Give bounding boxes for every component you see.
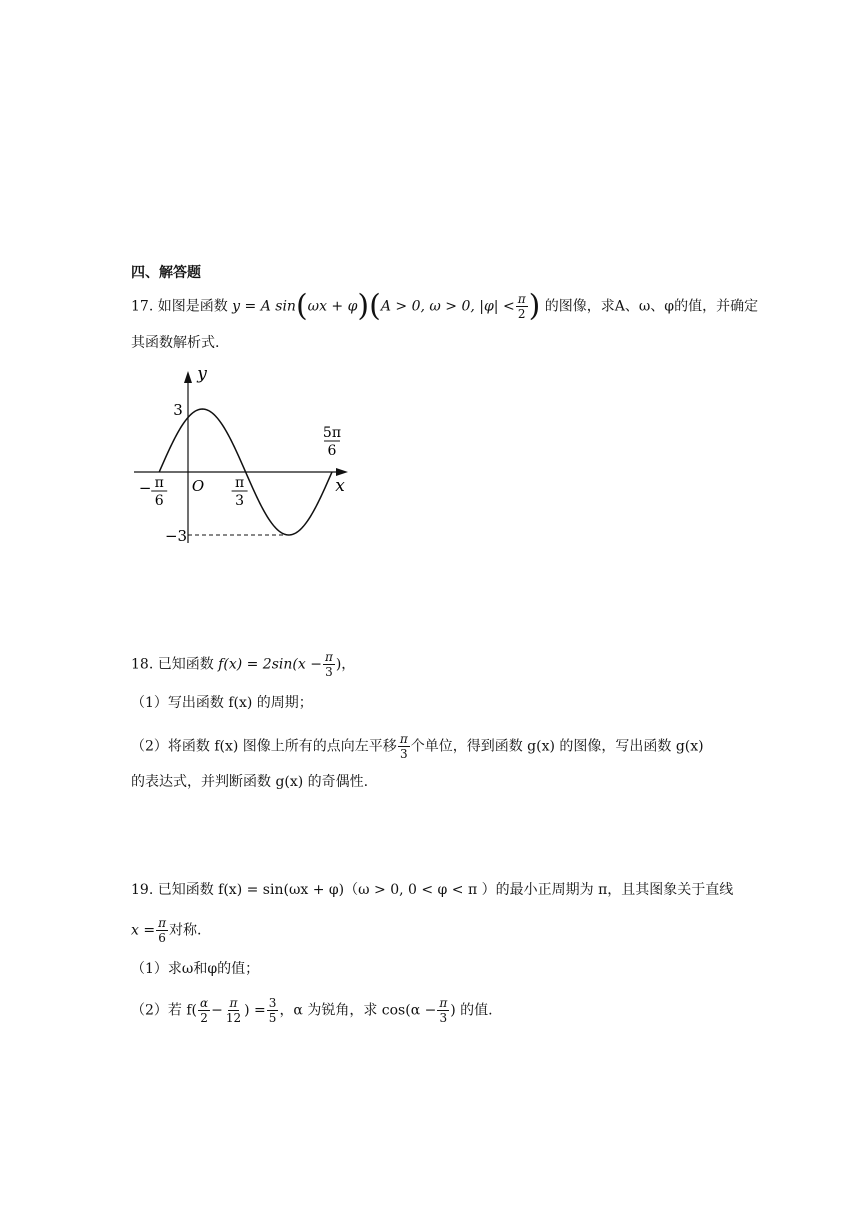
q17-lead: 如图是函数 <box>157 298 228 315</box>
x-tick-left-den: 6 <box>154 493 164 509</box>
sine-graph-figure <box>128 365 358 550</box>
x-axis-arrow <box>336 468 348 476</box>
q18-part2-fraction: $\frac{\pi}{3}$ <box>399 732 408 761</box>
q19-minus: − <box>211 1002 223 1019</box>
q19-part1: （1）求ω和φ的值； <box>131 961 260 977</box>
x-tick-left-num: π <box>154 475 164 491</box>
q18-line1 <box>131 650 355 679</box>
q18-func: f(x) = 2sin(x − <box>218 656 322 673</box>
q17-condition-fraction: $\frac{\pi}{2}$ <box>517 292 526 321</box>
q19-eq: ) = <box>244 1002 266 1019</box>
q19-frac-pi3: $\frac{\pi}{3}$ <box>439 996 448 1025</box>
q18-part2-b: 个单位，得到函数 g(x) 的图像，写出函数 g(x) <box>410 738 704 755</box>
q17-condition: A > 0, ω > 0, |φ| < <box>380 298 515 315</box>
q17-func-lhs: y = A sin <box>232 298 296 315</box>
q18-lead: 已知函数 <box>157 656 214 673</box>
q17-line1: 17. 如图是函数 y = A sin(ωx + φ)(A > 0, ω > 0, |φ| < $\frac{\pi}{2}$ ) 的图像，求A、ω、φ的值，并确定 <box>131 288 759 324</box>
q18-part1: （1）写出函数 f(x) 的周期； <box>131 695 313 711</box>
graph-group <box>134 365 348 545</box>
q19-part2-c: ) 的值. <box>450 1002 493 1019</box>
q19-frac-pi12: $\frac{\pi}{12}$ <box>225 996 242 1025</box>
x-tick-mid-den: 3 <box>235 493 245 509</box>
q19-frac-alpha: $\frac{\alpha}{2}$ <box>200 996 209 1025</box>
x-tick-left-sign: − <box>138 479 152 497</box>
q19-lead: 已知函数 f(x) = sin(ωx + φ)（ω > 0, 0 < φ < π ）的最小正周期为 π，且其图象关于直线 <box>157 882 734 898</box>
q19-part2 <box>131 996 493 1025</box>
q18-part2-line1 <box>131 732 704 761</box>
q19-line2-fraction: $\frac{\pi}{6}$ <box>158 916 166 945</box>
q18-part2-line2: 的表达式，并判断函数 g(x) 的奇偶性. <box>131 774 369 790</box>
q17-tail: 的图像，求A、ω、φ的值，并确定 <box>544 298 759 315</box>
y-axis-label: y <box>197 365 207 384</box>
q19-frac-3-5: $\frac{3}{5}$ <box>268 996 277 1025</box>
q19-part2-b: ，α 为锐角，求 cos(α − <box>279 1002 437 1019</box>
x-tick-right-num: 5π <box>322 425 342 441</box>
q18-number: 18. <box>131 656 154 673</box>
x-tick-mid-num: π <box>234 475 245 491</box>
section-title: 四、解答题 <box>131 265 201 281</box>
q19-line2 <box>131 916 201 945</box>
origin-label: O <box>191 477 205 495</box>
y-axis-arrow <box>184 371 192 383</box>
x-tick-right-den: 6 <box>327 443 337 459</box>
q18-fraction: $\frac{\pi}{3}$ <box>324 650 333 679</box>
q19-line2-a: x = <box>131 922 156 939</box>
q19-line2-b: 对称. <box>168 922 202 939</box>
q17-line2: 其函数解析式. <box>131 335 220 351</box>
q19-number: 19. <box>131 882 154 898</box>
x-axis-label: x <box>335 476 345 496</box>
q17-func-arg: ωx + φ <box>307 298 358 315</box>
q19-line1 <box>131 880 733 900</box>
q18-close: )， <box>335 656 356 673</box>
q18-part2-a: （2）将函数 f(x) 图像上所有的点向左平移 <box>131 738 397 755</box>
y-tick-3: 3 <box>173 401 183 419</box>
q19-part2-a: （2）若 f( <box>131 1002 198 1019</box>
q17-number: 17. <box>131 298 154 315</box>
y-tick-neg3: −3 <box>164 527 188 545</box>
